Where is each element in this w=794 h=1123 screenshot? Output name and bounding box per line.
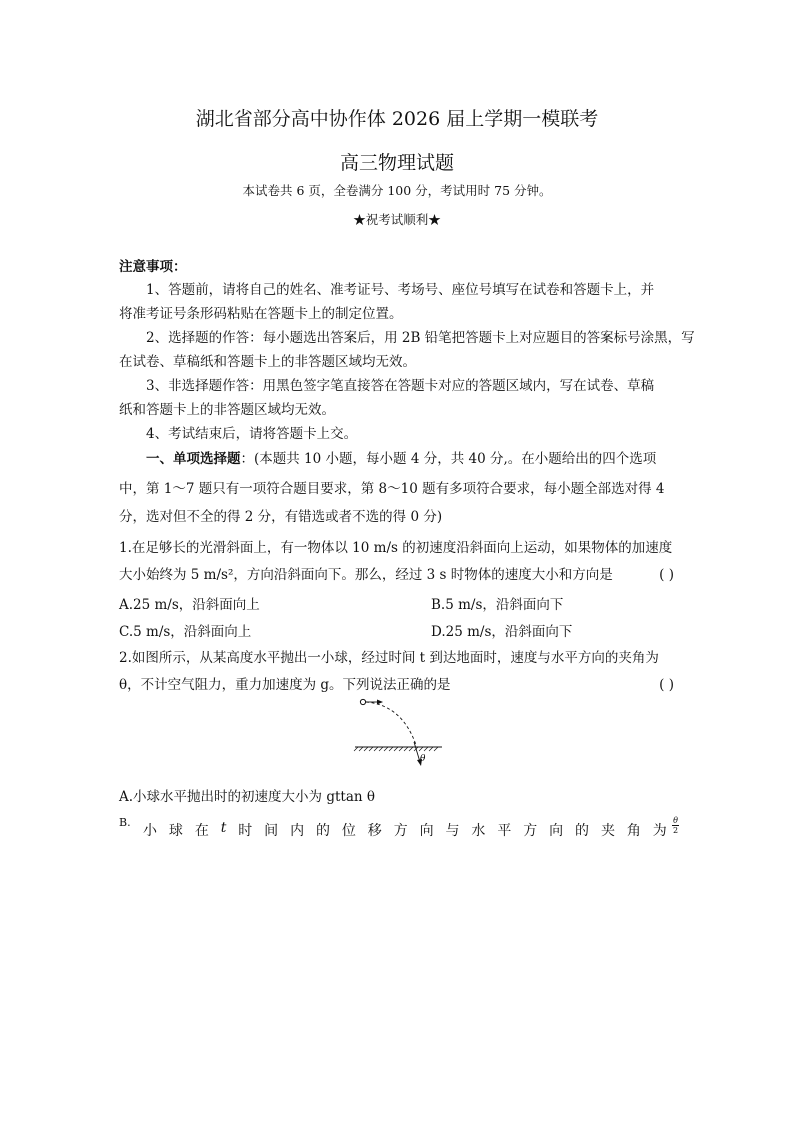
- notice-item-3-line-1: 3、非选择题作答：用黑色签字笔直接答在答题卡对应的答题区域内，写在试卷、草稿: [146, 378, 655, 394]
- projectile-figure: [350, 693, 450, 773]
- exam-title: 湖北省部分高中协作体 2026 届上学期一模联考: [195, 108, 599, 130]
- q2-option-b-char: 在: [194, 823, 209, 839]
- q1-option-b: B.5 m/s，沿斜面向下: [431, 597, 564, 613]
- ground-hatch: [354, 747, 438, 751]
- q2-option-b-char: 角: [626, 823, 641, 839]
- q1-option-c: C.5 m/s，沿斜面向上: [119, 624, 252, 640]
- q2-option-b-char: 内: [290, 823, 305, 839]
- q2-option-b-char: 夹: [600, 823, 615, 839]
- q2-option-b-char: 球: [168, 823, 183, 839]
- q2-option-b-char: 的: [315, 823, 330, 839]
- q2-option-b-char: 方: [523, 823, 538, 839]
- ball-icon: [360, 699, 365, 704]
- q2-option-b-char: 的: [575, 823, 590, 839]
- q2-option-b-char: 时: [238, 823, 253, 839]
- q2-option-b-char: 平: [497, 823, 512, 839]
- trajectory-curve: [366, 702, 416, 745]
- q2-option-b-text: [143, 820, 667, 840]
- q2-answer-paren: ( ): [659, 677, 674, 693]
- q1-stem-line-1: 1.在足够长的光滑斜面上，有一物体以 10 m/s 的初速度沿斜面向上运动，如果物体的加速度: [119, 540, 673, 556]
- q2-option-b-label: B.: [119, 816, 131, 829]
- notice-item-3-line-2: 纸和答题卡上的非答题区域均无效。: [119, 402, 335, 418]
- q1-answer-paren: ( ): [659, 567, 674, 583]
- notice-item-1-line-1: 1、答题前，请将自己的姓名、准考证号、考场号、座位号填写在试卷和答题卡上，并: [146, 282, 655, 298]
- q2-option-b-char: t: [220, 820, 227, 836]
- q1-option-a: A.25 m/s，沿斜面向上: [119, 597, 260, 613]
- exam-info: 本试卷共 6 页，全卷满分 100 分，考试用时 75 分钟。: [242, 183, 552, 198]
- q1-option-d: D.25 m/s，沿斜面向下: [431, 624, 573, 640]
- q2-option-b-char: 与: [445, 823, 460, 839]
- fraction-numerator: θ: [673, 816, 678, 825]
- q2-option-b-char: 向: [419, 823, 434, 839]
- q2-option-b-char: 位: [341, 823, 356, 839]
- q2-option-b-char: 方: [393, 823, 408, 839]
- q2-option-b-char: 向: [549, 823, 564, 839]
- q2-option-b-char: 水: [471, 823, 486, 839]
- q2-stem-line-2: θ，不计空气阻力，重力加速度为 g。下列说法正确的是: [119, 677, 451, 693]
- exam-subtitle: 高三物理试题: [339, 152, 454, 174]
- section-1-line-1: [146, 447, 656, 471]
- section-1-line-3: 分，选对但不全的得 2 分，有错选或者不选的得 0 分): [119, 509, 443, 525]
- section-1-label: 一、单项选择题: [146, 451, 241, 467]
- q2-option-b-char: 小: [143, 823, 157, 839]
- q2-option-b-char: 移: [367, 823, 382, 839]
- q2-option-b-fraction: [672, 816, 679, 835]
- q2-option-b-char: 间: [264, 823, 279, 839]
- section-1-line-2: 中，第 1～7 题只有一项符合题目要求，第 8～10 题有多项符合要求，每小题全部选对得 4: [119, 481, 665, 497]
- q2-option-b-char: 为: [652, 823, 667, 839]
- notice-item-2-line-1: 2、选择题的作答：每小题选出答案后，用 2B 铅笔把答题卡上对应题目的答案标号涂黑，写: [146, 330, 695, 346]
- exam-wish: ★祝考试顺利★: [353, 212, 441, 227]
- fraction-denominator: 2: [673, 826, 679, 835]
- section-1-desc: ：(本题共 10 小题，每小题 4 分，共 40 分,。在小题给出的四个选项: [240, 451, 657, 467]
- notice-item-2-line-2: 在试卷、草稿纸和答题卡上的非答题区域均无效。: [119, 354, 416, 370]
- notice-item-4: 4、考试结束后，请将答题卡上交。: [146, 426, 358, 442]
- q2-option-a: A.小球水平抛出时的初速度大小为 gttan θ: [119, 789, 375, 805]
- notice-item-1-line-2: 将准考证号条形码粘贴在答题卡上的制定位置。: [119, 306, 403, 322]
- q1-stem-line-2: 大小始终为 5 m/s²，方向沿斜面向下。那么，经过 3 s 时物体的速度大小和方向是: [119, 567, 613, 583]
- angle-theta-label: θ: [420, 754, 426, 764]
- q2-stem-line-1: 2.如图所示，从某高度水平抛出一小球，经过时间 t 到达地面时，速度与水平方向的夹角为: [119, 650, 659, 666]
- notice-heading: 注意事项：: [119, 259, 187, 275]
